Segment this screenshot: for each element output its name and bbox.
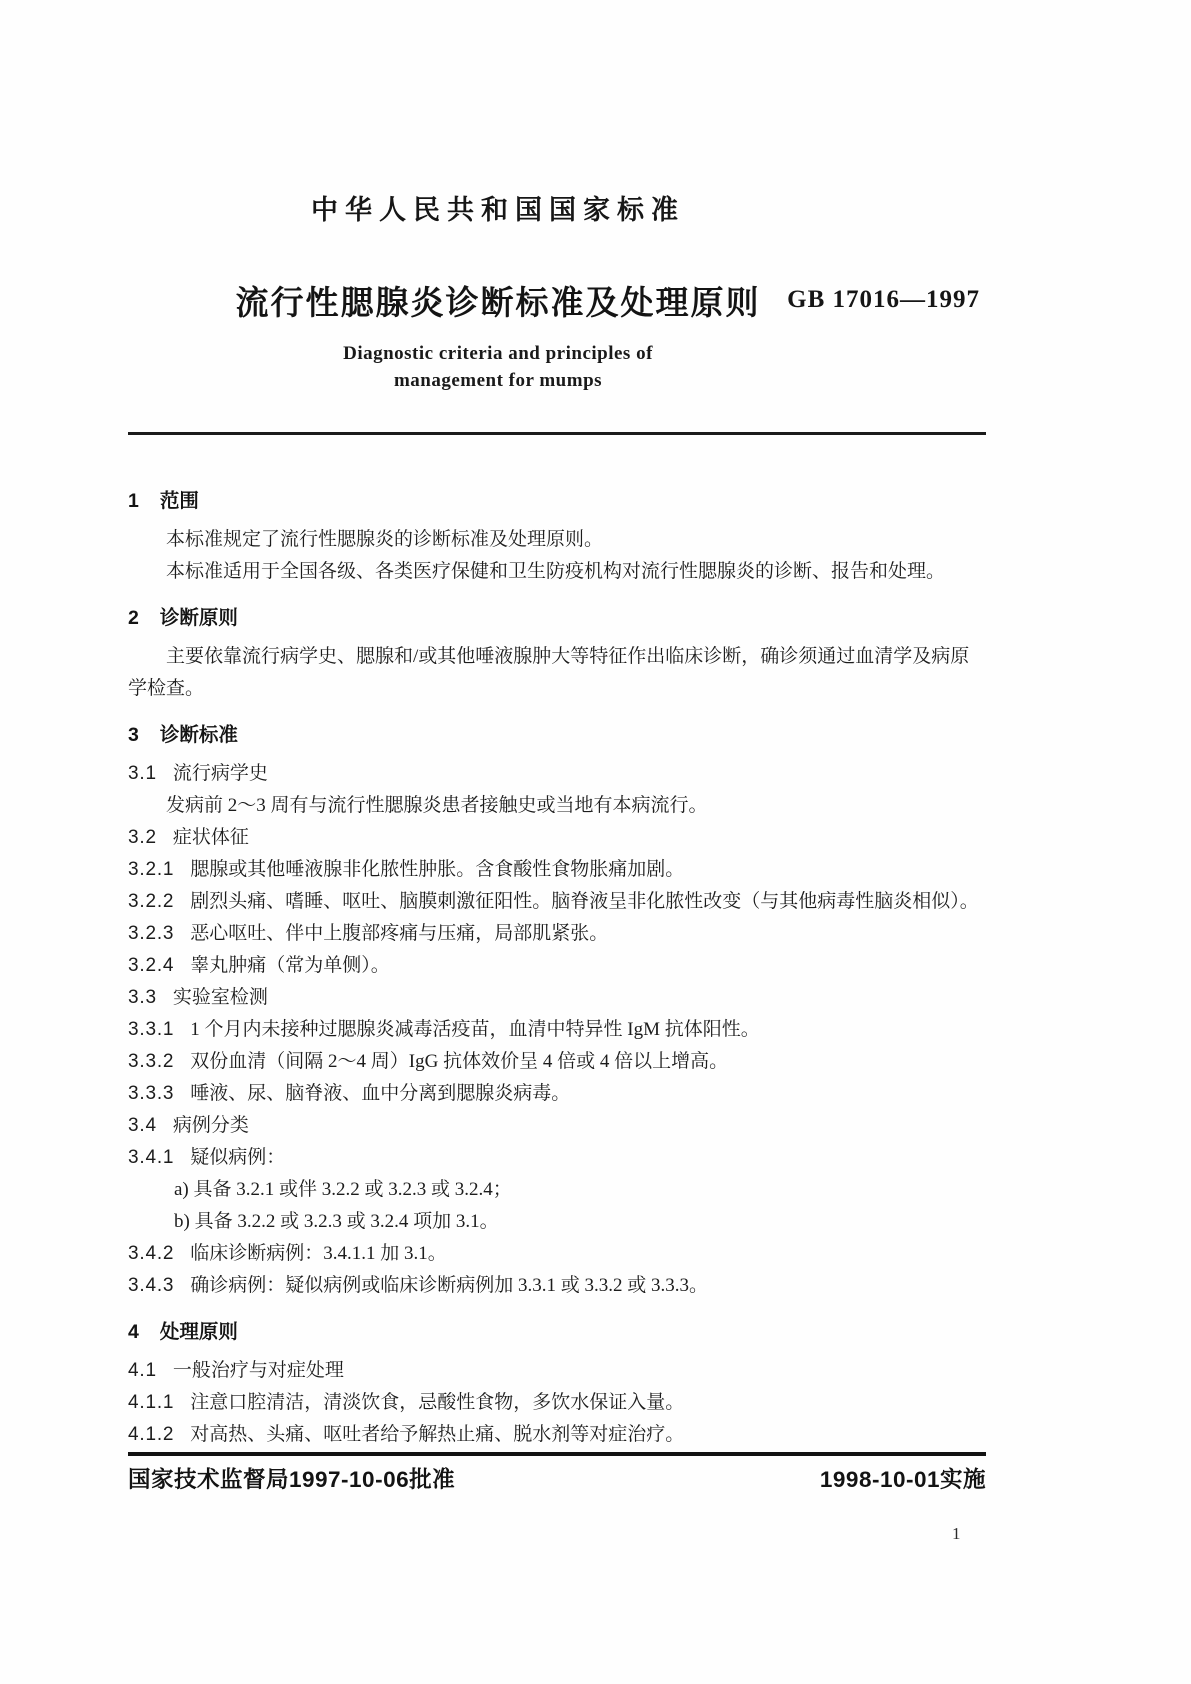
clause-4-1: [128, 1355, 986, 1387]
section-number: 2: [128, 607, 140, 629]
standard-number: GB 17016—1997: [787, 286, 980, 313]
clause-3-2-1: [128, 854, 986, 886]
clause-3-4-3: [128, 1270, 986, 1302]
clause-4-1-1: [128, 1387, 986, 1419]
section-title: 处理原则: [159, 1321, 238, 1343]
clause-text: 一般治疗与对症处理: [172, 1360, 344, 1381]
section-1-heading: [128, 485, 986, 517]
clause-3-2-2: [128, 886, 986, 918]
section-title: 范围: [159, 490, 199, 512]
clause-number: 3.4: [128, 1115, 157, 1136]
clause-number: 3.2.1: [128, 859, 175, 880]
clause-text: 唾液、尿、脑脊液、血中分离到腮腺炎病毒。: [190, 1083, 571, 1104]
section-2-heading: [128, 602, 986, 634]
clause-number: 3.4.1: [128, 1147, 175, 1168]
clause-text: 对高热、头痛、呕吐者给予解热止痛、脱水剂等对症治疗。: [190, 1424, 685, 1445]
clause-text: 1 个月内未接种过腮腺炎减毒活疫苗，血清中特异性 IgM 抗体阳性。: [190, 1019, 760, 1040]
title-row: [128, 282, 986, 324]
clause-number: 3.2: [128, 827, 157, 848]
section-number: 1: [128, 490, 140, 512]
clause-number: 3.2.2: [128, 891, 175, 912]
clause-text: 流行病学史: [172, 763, 268, 784]
clause-number: 3.1: [128, 763, 157, 784]
paragraph: 主要依靠流行病学史、腮腺和/或其他唾液腺肿大等特征作出临床诊断，确诊须通过血清学及病原学检查。: [128, 646, 970, 699]
section-4-heading: [128, 1316, 986, 1348]
clause-3-2-3: [128, 918, 986, 950]
standard-header: 中华人民共和国国家标准: [311, 195, 685, 225]
list-item-b: b) 具备 3.2.2 或 3.2.3 或 3.2.4 项加 3.1。: [174, 1211, 499, 1232]
clause-number: 4.1.2: [128, 1424, 175, 1445]
clause-text: 确诊病例：疑似病例或临床诊断病例加 3.3.1 或 3.3.2 或 3.3.3。: [190, 1275, 709, 1296]
clause-text: 病例分类: [172, 1115, 249, 1136]
clause-3-3-2: [128, 1046, 986, 1078]
paragraph: 发病前 2～3 周有与流行性腮腺炎患者接触史或当地有本病流行。: [166, 795, 708, 816]
english-subtitle-line2: management for mumps: [393, 370, 603, 391]
approval-text: 国家技术监督局1997-10-06批准: [128, 1467, 456, 1492]
section-number: 3: [128, 724, 140, 746]
clause-4-1-2: [128, 1419, 986, 1451]
clause-3-3-1: [128, 1014, 986, 1046]
clause-text: 注意口腔清洁，清淡饮食，忌酸性食物，多饮水保证入量。: [190, 1392, 685, 1413]
clause-number: 3.4.2: [128, 1243, 175, 1264]
clause-3-3: [128, 982, 986, 1014]
clause-number: 3.2.3: [128, 923, 175, 944]
document-title: 流行性腮腺炎诊断标准及处理原则: [235, 284, 761, 321]
paragraph: 本标准适用于全国各级、各类医疗保健和卫生防疫机构对流行性腮腺炎的诊断、报告和处理。: [166, 561, 946, 582]
clause-text: 睾丸肿痛（常为单侧）。: [190, 955, 390, 976]
clause-text: 双份血清（间隔 2～4 周）IgG 抗体效价呈 4 倍或 4 倍以上增高。: [190, 1051, 729, 1072]
clause-3-4: [128, 1110, 986, 1142]
clause-text: 剧烈头痛、嗜睡、呕吐、脑膜刺激征阳性。脑脊液呈非化脓性改变（与其他病毒性脑炎相似）。: [190, 891, 979, 912]
section-number: 4: [128, 1321, 140, 1343]
page-number: 1: [952, 1524, 961, 1543]
section-title: 诊断标准: [159, 724, 238, 746]
masthead: [128, 0, 986, 394]
clause-text: 疑似病例：: [190, 1147, 286, 1168]
clause-3-4-1: [128, 1142, 986, 1174]
page-content: [128, 0, 986, 1451]
clause-text: 临床诊断病例：3.4.1.1 加 3.1。: [190, 1243, 447, 1264]
english-subtitle: [128, 340, 868, 394]
clause-3-4-2: [128, 1238, 986, 1270]
clause-number: 3.3: [128, 987, 157, 1008]
clause-text: 实验室检测: [172, 987, 268, 1008]
section-title: 诊断原则: [159, 607, 238, 629]
section-3-heading: [128, 719, 986, 751]
clause-number: 3.3.2: [128, 1051, 175, 1072]
clause-number: 3.2.4: [128, 955, 175, 976]
clause-text: 症状体征: [172, 827, 249, 848]
clause-text: 腮腺或其他唾液腺非化脓性肿胀。含食酸性食物胀痛加剧。: [190, 859, 685, 880]
clause-3-2-4: [128, 950, 986, 982]
paragraph: 本标准规定了流行性腮腺炎的诊断标准及处理原则。: [166, 529, 604, 550]
page-footer: [128, 1452, 986, 1494]
clause-number: 4.1.1: [128, 1392, 175, 1413]
implementation-text: 1998-10-01实施: [819, 1467, 986, 1492]
clause-3-1: [128, 758, 986, 790]
clause-3-2: [128, 822, 986, 854]
clause-3-3-3: [128, 1078, 986, 1110]
list-item-a: a) 具备 3.2.1 或伴 3.2.2 或 3.2.3 或 3.2.4；: [174, 1179, 512, 1200]
clause-number: 3.3.3: [128, 1083, 175, 1104]
clause-text: 恶心呕吐、伴中上腹部疼痛与压痛，局部肌紧张。: [190, 923, 609, 944]
document-body: [128, 435, 986, 1451]
clause-number: 3.4.3: [128, 1275, 175, 1296]
english-subtitle-line1: Diagnostic criteria and principles of: [343, 343, 653, 364]
clause-number: 3.3.1: [128, 1019, 175, 1040]
clause-number: 4.1: [128, 1360, 157, 1381]
